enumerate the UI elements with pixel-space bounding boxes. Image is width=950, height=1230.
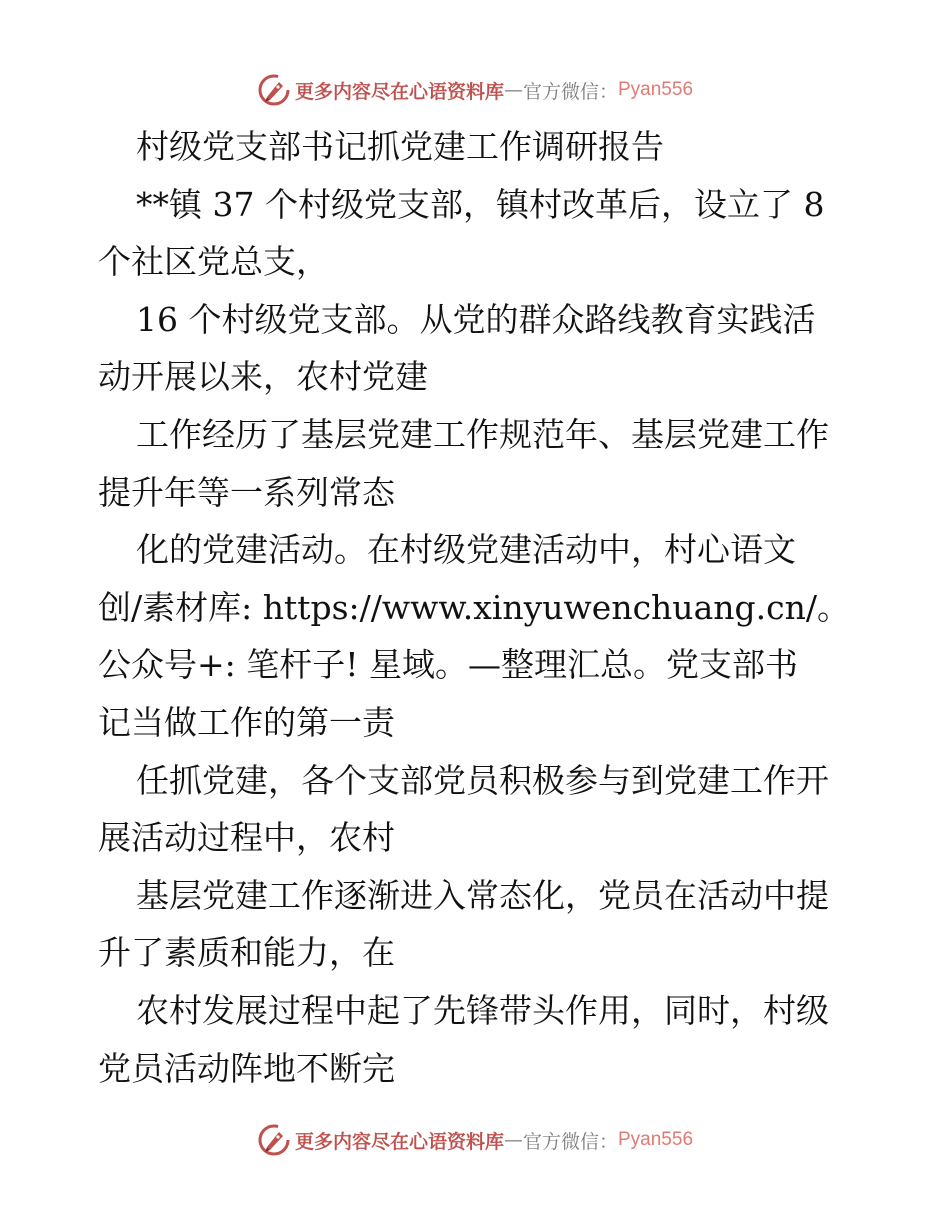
paragraph-line: 个社区党总支， [98,242,329,282]
paragraph-line: 任抓党建，各个支部党员积极参与到党建工作开 [136,760,829,800]
paragraph-line: 党员活动阵地不断完 [98,1048,395,1088]
header-banner [0,70,950,110]
paragraph-line: 动开展以来，农村党建 [98,357,428,397]
paragraph-line: 升了素质和能力，在 [98,933,395,973]
header-wechat-label: 官方微信： [522,80,618,103]
footer-brand-text: 更多内容尽在心语资料库 [294,1130,504,1153]
paragraph-line: 公众号+: 笔杆子! 星域。—整理汇总。党支部书 [98,645,799,685]
pen-nib-logo-icon [257,1123,291,1157]
paragraph-line: 农村发展过程中起了先锋带头作用，同时，村级 [136,990,829,1030]
paragraph-line: 展活动过程中，农村 [98,818,395,858]
footer-wechat-label: 官方微信： [522,1130,618,1153]
paragraph-line: 提升年等一系列常态 [98,472,395,512]
paragraph-line: 基层党建工作逐渐进入常态化，党员在活动中提 [136,875,829,915]
footer-wechat-id: Pyan556 [618,1129,694,1150]
header-separator: — [503,79,523,101]
pen-nib-logo-icon [257,73,291,107]
footer-separator: — [503,1129,523,1151]
document-body [98,118,858,1097]
header-wechat-id: Pyan556 [618,79,694,100]
paragraph-line: 16 个村级党支部。从党的群众路线教育实践活 [136,299,816,339]
paragraph-line: **镇 37 个村级党支部，镇村改革后，设立了 8 [136,184,825,224]
document-title: 村级党支部书记抓党建工作调研报告 [136,127,664,166]
paragraph-line: 工作经历了基层党建工作规范年、基层党建工作 [136,414,829,454]
paragraph-line-url: 创/素材库: https://www.xinyuwenchuang.cn/。 [98,587,850,627]
paragraph-line: 化的党建活动。在村级党建活动中，村心语文 [136,530,796,570]
footer-banner [0,1120,950,1160]
header-brand-text: 更多内容尽在心语资料库 [294,80,504,103]
paragraph-line: 记当做工作的第一责 [98,702,395,742]
